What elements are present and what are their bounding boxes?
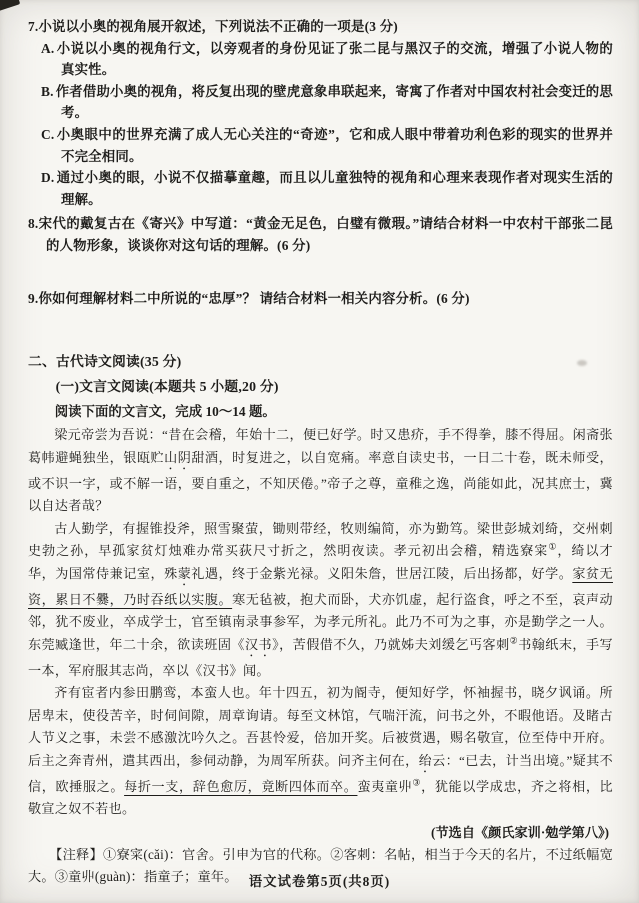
- dot-emphasized-text: 绐: [418, 752, 433, 768]
- option-b-text: 作者借助小奥的视角，将反复出现的壁虎意象串联起来，寄寓了作者对中国农村社会变迁的思考。: [55, 83, 613, 121]
- q7-option-b: [41, 81, 613, 124]
- passage-text: ，犹能以学成忠，齐之将相，比敬宣之奴不若也。: [28, 778, 613, 817]
- passage-text: 梁元帝尝为吾说：“昔在会稽，年始十二，便已好学。时又患疥，手不得拳，膝不得屈。闲斋张葛帏避蝇独坐，银瓯贮: [28, 427, 613, 465]
- passage-text: 甜酒，时复进之，以自宽痛。率意自读史书，一日二十卷，既未师受，或不识一字，或不解一语，要自重之，不知厌倦。”帝子之尊，童稚之逸，尚能如此，况其庶士，冀以自达者哉？: [28, 449, 613, 514]
- option-c-text: 小奥眼中的世界充满了成人无心关注的“奇迹”，它和成人眼中带着功利色彩的现实的世界并不完全相同。: [56, 126, 613, 164]
- option-c-label: C.: [41, 126, 55, 142]
- option-a-text: 小说以小奥的视角行文，以旁观者的身份见证了张二昆与黑汉子的交流，增强了小说人物的真实性。: [56, 40, 613, 78]
- passage-text: 云：“已去，计当出境。”疑其不信，欧捶服之。: [28, 752, 614, 794]
- dot-emphasized-text: 山阴: [164, 449, 192, 465]
- q7-option-c: [41, 124, 613, 167]
- classical-passage: [28, 424, 613, 821]
- question-7-options: [28, 38, 613, 211]
- passage-text: 齐有宦者内参田鹏鸾，本蛮人也。年十四五，初为阍寺，便知好学，怀袖握书，晓夕讽诵。所居卑末，使役苦辛，时伺间隙，周章询请。每至文林馆，气喘汗流，问书之外，不暇他语。及睹古人节义之事，未尝不感激沈吟久之。吾甚怜爱，倍加开奖。后被赏遇，赐名敬宣，位至侍中开府。后主之奔青州，遣其西出，参伺动静，为周军所获。问齐主何在，: [28, 685, 613, 768]
- q7-option-a: [41, 38, 613, 81]
- reading-instruction: 阅读下面的文言文，完成 10～14 题。: [54, 404, 276, 420]
- question-9: 9.你如何理解材料二中所说的“忠厚”？ 请结合材料一相关内容分析。(6 分): [28, 290, 470, 306]
- question-7: [28, 16, 613, 210]
- passage-paragraph-3: [28, 682, 613, 821]
- question-7-stem: 7.小说以小奥的视角展开叙述，下列说法不正确的一项是(3 分): [28, 19, 398, 34]
- dot-emphasized-text: 蒙: [177, 565, 192, 581]
- note-reference-number: ①: [548, 541, 558, 552]
- passage-text: 寒无毡被，抱犬而卧，犬亦饥虚，起行盗食，呼之不至，哀声动邻，犹不废业，卒成学士，官至镇南录事参军，为孝元所礼。此乃不可为之事，亦是勤学之一人。东莞臧逢世，年二十余，欲读班固《: [28, 591, 613, 652]
- passage-paragraph-1: [28, 424, 613, 518]
- underlined-text: 家贫无资，累日不爨，乃时吞纸以实腹。: [28, 565, 613, 607]
- passage-text: 》，苦假借不久，乃就姊夫刘缓乞丐客刺: [272, 636, 510, 652]
- option-b-label: B.: [41, 83, 54, 99]
- scan-artifact-smudge: [577, 360, 587, 366]
- dot-emphasized-text: 汉书: [244, 636, 273, 652]
- passage-text: 蛮夷童丱: [357, 778, 413, 794]
- passage-paragraph-2: [28, 518, 613, 683]
- section-subtitle: (一)文言文阅读(本题共 5 小题,20 分): [55, 379, 279, 395]
- q7-option-d: [41, 167, 613, 210]
- passage-notes: 【注释】①寮寀(cǎi)：官舍。引申为官的代称。②客刺：名帖，相当于今天的名片，不过纸幅宽大。③童丱(guàn)：指童子；童年。: [28, 846, 613, 885]
- section-title: 二、古代诗文阅读(35 分): [28, 354, 182, 370]
- passage-attribution: (节选自《颜氏家训·勉学第八》): [430, 824, 609, 840]
- underlined-text: 每折一支，辞色愈厉，竟断四体而卒。: [124, 778, 358, 794]
- passage-text: ，绮以才华，为国常侍兼记室，殊: [28, 543, 613, 581]
- passage-text: 礼遇，终于金紫光禄。义阳朱詹，世居江陵，后出扬都，好学。: [191, 565, 573, 581]
- scan-artifact-corner: [0, 0, 20, 11]
- option-d-text: 通过小奥的眼，小说不仅描摹童趣，而且以儿童独特的视角和心理来表现作者对现实生活的理解。: [56, 170, 613, 207]
- note-reference-number: ③: [412, 777, 422, 788]
- question-8: 8.宋代的戴复古在《寄兴》中写道：“黄金无足色，白璧有微瑕。”请结合材料一中农村干部张二昆的人物形象，谈谈你对这句话的理解。(6 分): [28, 216, 613, 253]
- option-d-label: D.: [41, 170, 55, 186]
- passage-text: 书翰纸末，手写一本，军府服其志尚，卒以《汉书》闻。: [28, 636, 613, 678]
- option-a-label: A.: [41, 40, 55, 56]
- note-reference-number: ②: [509, 635, 519, 646]
- page-footer: 语文试卷第5页(共8页): [248, 874, 391, 889]
- passage-text: 古人勤学，有握锥投斧，照雪聚萤，锄则带经，牧则编简，亦为勤笃。梁世彭城刘绮，交州刺史勃之孙，早孤家贫灯烛难办常买荻尺寸折之，然明夜读。孝元初出会稽，精选寮寀: [28, 520, 613, 559]
